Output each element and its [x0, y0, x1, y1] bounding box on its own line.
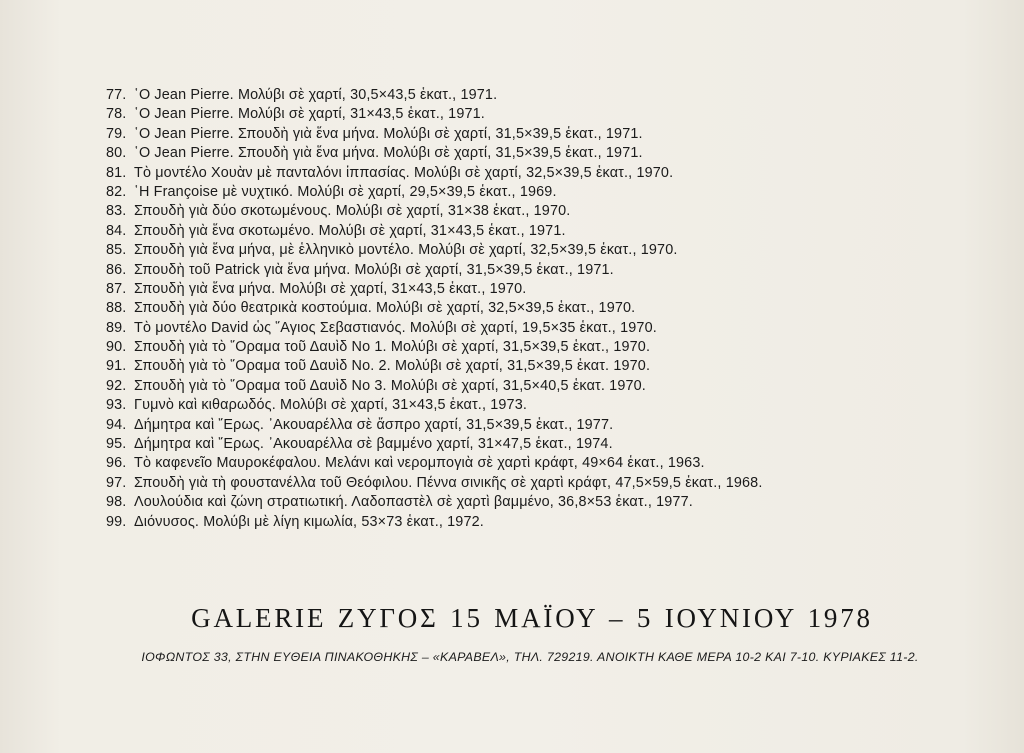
entry-number: 89. [106, 319, 127, 336]
entry-description: ῾Ο Jean Pierre. Μολύβι σὲ χαρτί, 30,5×43,5 ἑκατ., 1971. [134, 87, 498, 103]
entry-number: 82. [106, 183, 127, 200]
catalog-entry [106, 202, 762, 221]
entry-description: ῾Η Françoise μὲ νυχτικό. Μολύβι σὲ χαρτί, 29,5×39,5 ἑκατ., 1969. [134, 183, 557, 200]
entry-description: Τὸ μοντέλο David ὡς ῞Αγιος Σεβαστιανός. Μολύβι σὲ χαρτί, 19,5×35 ἑκατ., 1970. [134, 319, 657, 336]
artwork-list [106, 86, 762, 532]
catalog-entry [106, 435, 762, 454]
catalog-entry [106, 396, 762, 415]
catalog-entry [106, 183, 762, 202]
catalog-entry [106, 86, 762, 105]
entry-description: Τὸ καφενεῖο Μαυροκέφαλου. Μελάνι καὶ νερομπογιὰ σὲ χαρτὶ κράφτ, 49×64 ἑκατ., 1963. [134, 455, 705, 472]
entry-number: 92. [106, 377, 127, 394]
entry-description: Σπουδὴ γιὰ ἕνα σκοτωμένο. Μολύβι σὲ χαρτί, 31×43,5 ἑκατ., 1971. [134, 222, 566, 239]
entry-number: 91. [106, 358, 127, 375]
entry-description: Σπουδὴ τοῦ Patrick γιὰ ἕνα μήνα. Μολύβι σὲ χαρτί, 31,5×39,5 ἑκατ., 1971. [134, 261, 614, 278]
catalog-entry [106, 125, 762, 144]
catalog-entry [106, 280, 762, 299]
catalog-entry [106, 319, 762, 338]
entry-description: Σπουδὴ γιὰ ἕνα μήνα. Μολύβι σὲ χαρτί, 31×43,5 ἑκατ., 1970. [134, 280, 527, 297]
entry-number: 88. [106, 300, 127, 317]
exhibition-title: GALERIE ΖΥΓΟΣ 15 ΜΑΪΟΥ – 5 ΙΟΥΝΙΟΥ 1978 [191, 603, 873, 633]
entry-description: ῾Ο Jean Pierre. Μολύβι σὲ χαρτί, 31×43,5 ἑκατ., 1971. [134, 106, 485, 123]
entry-description: Γυμνὸ καὶ κιθαρωδός. Μολύβι σὲ χαρτί, 31×43,5 ἑκατ., 1973. [134, 397, 528, 414]
catalog-entry [106, 222, 762, 241]
entry-number: 95. [106, 436, 127, 453]
entry-description: ῾Ο Jean Pierre. Σπουδὴ γιὰ ἕνα μήνα. Μολύβι σὲ χαρτί, 31,5×39,5 ἑκατ., 1971. [134, 145, 643, 162]
catalog-entry [106, 357, 762, 376]
entry-number: 83. [106, 203, 127, 220]
entry-description: Σπουδὴ γιὰ ἕνα μήνα, μὲ ἑλληνικὸ μοντέλο. Μολύβι σὲ χαρτί, 32,5×39,5 ἑκατ., 1970. [134, 242, 678, 259]
entry-number: 78. [106, 106, 127, 123]
entry-description: Τὸ μοντέλο Χουὰν μὲ πανταλόνι ἱππασίας. Μολύβι σὲ χαρτί, 32,5×39,5 ἑκατ., 1970. [134, 164, 674, 181]
entry-description: Σπουδὴ γιὰ δύο θεατρικὰ κοστούμια. Μολύβι σὲ χαρτί, 32,5×39,5 ἑκατ., 1970. [134, 300, 636, 317]
catalog-entry [106, 105, 762, 124]
entry-number: 97. [106, 474, 127, 491]
catalog-entry [106, 416, 762, 435]
entry-number: 90. [106, 339, 127, 356]
entry-description: Σπουδὴ γιὰ τὸ ῞Οραμα τοῦ Δαυὶδ Νο. 2. Μολύβι σὲ χαρτί, 31,5×39,5 ἑκατ. 1970. [134, 358, 651, 375]
entry-number: 84. [106, 222, 127, 239]
entry-number: 81. [106, 164, 127, 181]
entry-number: 93. [106, 397, 127, 414]
catalog-entry [106, 338, 762, 357]
entry-description: Διόνυσος. Μολύβι μὲ λίγη κιμωλία, 53×73 ἑκατ., 1972. [134, 513, 484, 530]
entry-number: 86. [106, 261, 127, 278]
catalog-entry [106, 454, 762, 473]
entry-description: Σπουδὴ γιὰ τὸ ῞Οραμα τοῦ Δαυὶδ Νο 1. Μολύβι σὲ χαρτί, 31,5×39,5 ἑκατ., 1970. [134, 339, 651, 356]
gallery-address: ΙΟΦΩΝΤΟΣ 33, ΣΤΗΝ ΕΥΘΕΙΑ ΠΙΝΑΚΟΘΗΚΗΣ – «ΚΑΡΑΒΕΛ», ΤΗΛ. 729219. ΑΝΟΙΚΤΗ ΚΑΘΕ ΜΕΡΑ 10-2 ΚΑΙ 7-10. ΚΥΡΙΑΚΕΣ 11-2. [141, 650, 919, 664]
entry-number: 77. [106, 87, 127, 103]
entry-description: Σπουδὴ γιὰ τὴ φουστανέλλα τοῦ Θεόφιλου. Πέννα σινικῆς σὲ χαρτὶ κράφτ, 47,5×59,5 ἑκατ., 1968. [134, 474, 763, 491]
entry-number: 94. [106, 416, 127, 433]
catalog-entry [106, 493, 762, 512]
entry-description: Δήμητρα καὶ ῎Ερως. ᾽Ακουαρέλλα σὲ ἄσπρο χαρτί, 31,5×39,5 ἑκατ., 1977. [134, 416, 614, 433]
entry-number: 96. [106, 455, 127, 472]
catalog-entry [106, 474, 762, 493]
catalog-entry [106, 144, 762, 163]
catalog-entry [106, 299, 762, 318]
entry-number: 79. [106, 125, 127, 142]
catalog-entry [106, 241, 762, 260]
entry-description: Λουλούδια καὶ ζώνη στρατιωτική. Λαδοπαστὲλ σὲ χαρτὶ βαμμένο, 36,8×53 ἑκατ., 1977. [134, 494, 693, 511]
catalog-entry [106, 377, 762, 396]
entry-number: 80. [106, 145, 127, 162]
entry-number: 85. [106, 242, 127, 259]
entry-number: 99. [106, 513, 127, 530]
entry-description: Δήμητρα καὶ ῎Ερως. ᾽Ακουαρέλλα σὲ βαμμένο χαρτί, 31×47,5 ἑκατ., 1974. [134, 436, 613, 453]
catalog-entry [106, 513, 762, 532]
entry-description: Σπουδὴ γιὰ τὸ ῞Οραμα τοῦ Δαυὶδ Νο 3. Μολύβι σὲ χαρτί, 31,5×40,5 ἑκατ. 1970. [134, 377, 646, 394]
entry-description: ῾Ο Jean Pierre. Σπουδὴ γιὰ ἕνα μήνα. Μολύβι σὲ χαρτί, 31,5×39,5 ἑκατ., 1971. [134, 125, 643, 142]
catalog-entry [106, 261, 762, 280]
catalog-entry [106, 164, 762, 183]
entry-description: Σπουδὴ γιὰ δύο σκοτωμένους. Μολύβι σὲ χαρτί, 31×38 ἑκατ., 1970. [134, 203, 571, 220]
entry-number: 87. [106, 280, 127, 297]
entry-number: 98. [106, 494, 127, 511]
